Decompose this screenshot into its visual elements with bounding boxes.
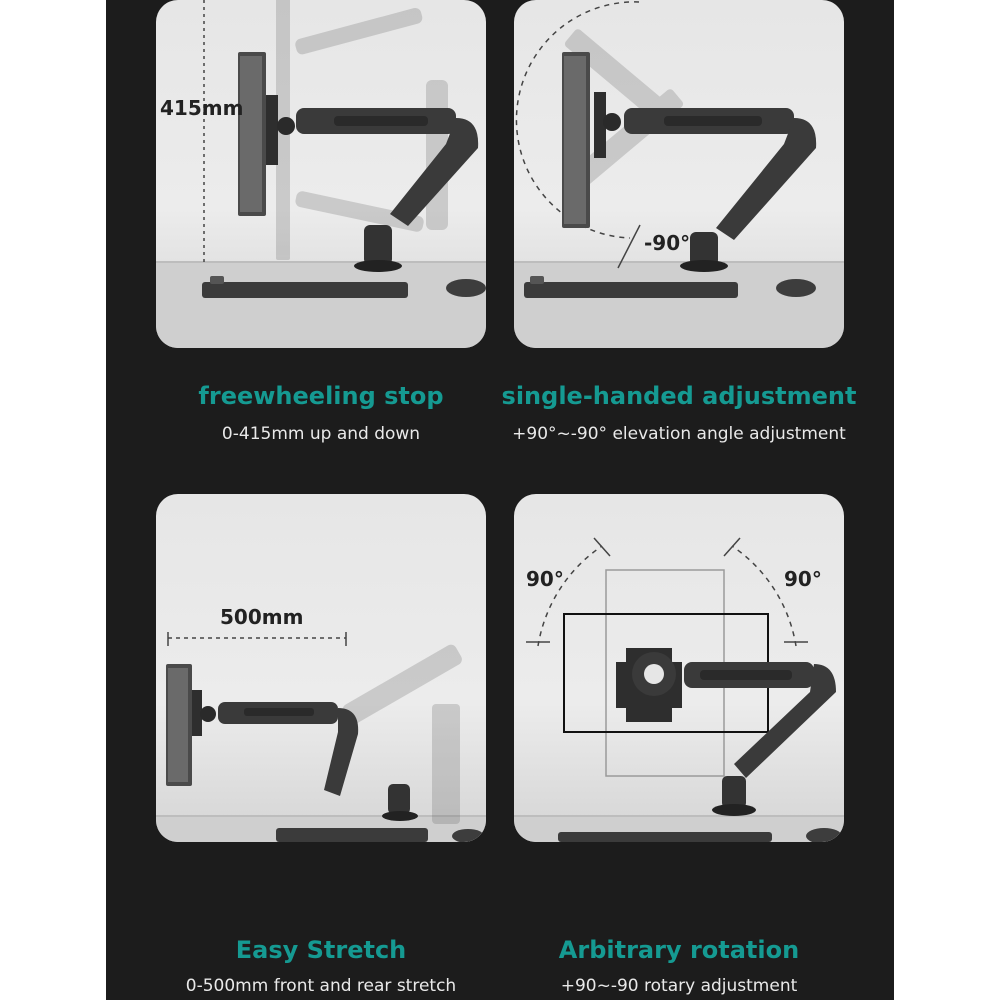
freewheeling-stop-title: freewheeling stop — [198, 382, 444, 410]
easy-stretch-card — [156, 494, 486, 842]
product-feature-sheet — [106, 0, 894, 1000]
freewheeling-stop-card — [156, 0, 486, 348]
easy-stretch-title: Easy Stretch — [235, 936, 407, 964]
single-handed-adjustment-title: single-handed adjustment — [501, 382, 857, 410]
stretch-measure-label: 500mm — [220, 605, 304, 629]
arbitrary-rotation-title: Arbitrary rotation — [558, 936, 800, 964]
easy-stretch-subtitle: 0-500mm front and rear stretch — [185, 976, 457, 996]
easy-stretch-illustration — [156, 494, 486, 842]
single-handed-adjustment-subtitle: +90°~-90° elevation angle adjustment — [512, 424, 846, 444]
arbitrary-rotation-illustration — [514, 494, 844, 842]
freewheeling-stop-subtitle: 0-415mm up and down — [221, 424, 421, 444]
height-measure-label: 415mm — [160, 96, 244, 120]
arbitrary-rotation-subtitle: +90~-90 rotary adjustment — [560, 976, 798, 996]
single-handed-adjustment-illustration — [514, 0, 844, 348]
single-handed-adjustment-card — [514, 0, 844, 348]
rotation-left-angle-label: 90° — [526, 567, 564, 591]
rotation-right-angle-label: 90° — [784, 567, 822, 591]
tilt-angle-label: -90° — [644, 231, 691, 255]
arbitrary-rotation-card — [514, 494, 844, 842]
freewheeling-stop-illustration — [156, 0, 486, 348]
